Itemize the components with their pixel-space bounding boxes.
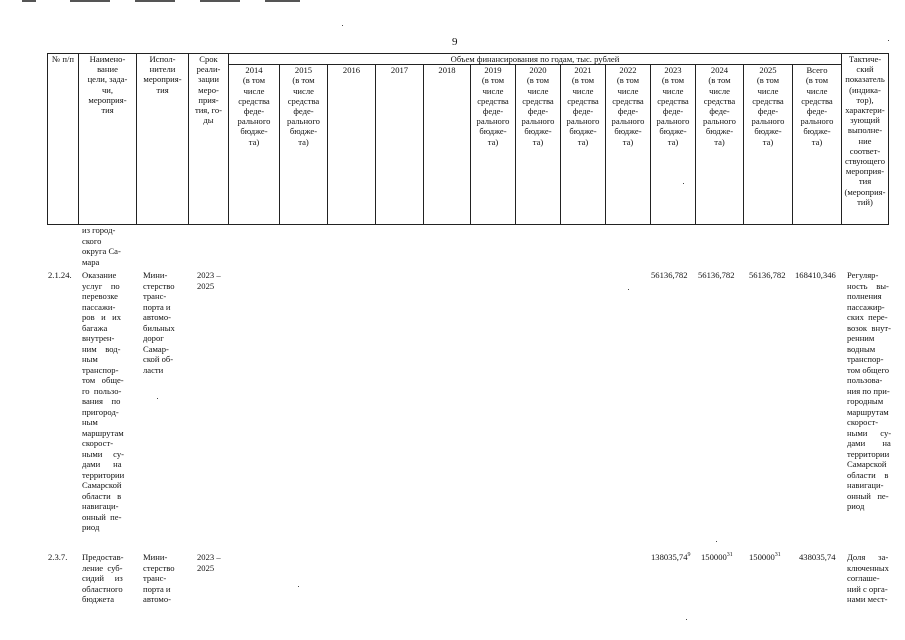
header-year-1 bbox=[280, 65, 328, 225]
row-name: Предостав- ление суб- сидий из областного бюджета bbox=[82, 552, 124, 604]
year-note: (в том числе средства феде- рального бюдже- та) bbox=[476, 75, 510, 147]
header-year-11 bbox=[744, 65, 793, 225]
row-value-2025: 150000$^{31}$ bbox=[749, 552, 781, 562]
year-note: (в том числе средства феде- рального бюдже- та) bbox=[521, 75, 555, 147]
row-value-2023: 56136,782 bbox=[651, 270, 688, 280]
header-year-10 bbox=[696, 65, 744, 225]
row-value-total: 168410,346 bbox=[795, 270, 836, 280]
scan-top-marks bbox=[0, 0, 905, 4]
year-note: (в том числе средства феде- рального бюдже- та) bbox=[703, 75, 736, 147]
row-executors: Мини- стерство транс- порта и автомо- bbox=[143, 552, 175, 604]
row-value-2023: 138035,74$^9$ bbox=[651, 552, 691, 562]
row-value-total: 438035,74 bbox=[799, 552, 836, 562]
row-value-2024: 150000$^{31}$ bbox=[701, 552, 733, 562]
year-label: 2019 bbox=[484, 65, 502, 76]
header-no: № п/п bbox=[48, 54, 79, 225]
row-executors: Мини- стерство транс- порта и автомо- бильных дорог Самар- ской об- ласти bbox=[143, 270, 175, 375]
year-label: 2023 bbox=[664, 65, 682, 76]
row-number: 2.3.7. bbox=[48, 552, 68, 562]
year-label: 2022 bbox=[619, 65, 637, 76]
year-note: (в том числе средства феде- рального бюдже- та) bbox=[611, 75, 645, 147]
header-executors: Испол- нители мероприя- тия bbox=[137, 54, 189, 225]
year-label: 2014 bbox=[245, 65, 263, 76]
financing-table-header bbox=[47, 53, 889, 225]
row-name: Оказание услуг по перевозке пассажи- ров и их багажа внутрен- ним вод- ным транспор- том обще- го пользо- вания по пригород- ным маршрутам скорост- ными су- дами на территории Самарской области в навигаци- онный пе- риод bbox=[82, 270, 125, 532]
row-number: 2.1.24. bbox=[48, 270, 72, 280]
header-year-8 bbox=[606, 65, 651, 225]
row-value-2025: 56136,782 bbox=[749, 270, 786, 280]
year-label: Всего bbox=[806, 65, 828, 76]
header-year-12 bbox=[793, 65, 842, 225]
header-indicator: Тактиче- ский показатель (индика- тор), характери- зующий выполне- ние соответ- ствующего мероприя- тия (мероприя- тий) bbox=[842, 54, 889, 225]
header-year-4 bbox=[424, 65, 471, 225]
year-label: 2024 bbox=[710, 65, 729, 76]
year-note: (в том числе средства феде- рального бюдже- та) bbox=[656, 75, 690, 147]
year-note: (в том числе средства феде- рального бюдже- та) bbox=[566, 75, 600, 147]
header-year-2 bbox=[328, 65, 376, 225]
page-number: 9 bbox=[452, 36, 458, 48]
year-label: 2018 bbox=[438, 65, 456, 76]
header-year-3 bbox=[376, 65, 424, 225]
row-term: 2023 – 2025 bbox=[197, 270, 221, 291]
header-funding-title: Объем финансирования по годам, тыс. рублей bbox=[229, 54, 842, 65]
year-note: (в том числе средства феде- рального бюдже- та) bbox=[751, 75, 785, 147]
header-year-0 bbox=[229, 65, 280, 225]
header-name: Наимено- вание цели, зада- чи, мероприя- тия bbox=[79, 54, 137, 225]
year-note: (в том числе средства феде- рального бюдже- та) bbox=[237, 75, 271, 147]
year-note: (в том числе средства феде- рального бюдже- та) bbox=[287, 75, 320, 147]
header-term: Срок реали- зации меро- прия- тия, го- ды bbox=[189, 54, 229, 225]
year-label: 2015 bbox=[294, 65, 313, 76]
header-year-5 bbox=[471, 65, 516, 225]
row-indicator: Регуляр- ность вы- полнения пассажир- ских пере- возок внут- ренним водным транспор- том общего пользова- ния по при- городным маршрутам скорост- ными су- дами на территории Самарской области в навигаци- онный пе- риод bbox=[847, 270, 892, 511]
header-year-9 bbox=[651, 65, 696, 225]
continuation-text: из город- ского округа Са- мара bbox=[82, 225, 121, 267]
year-note: (в том числе средства феде- рального бюдже- та) bbox=[800, 75, 834, 147]
year-label: 2016 bbox=[342, 65, 361, 76]
row-term: 2023 – 2025 bbox=[197, 552, 221, 573]
header-year-7 bbox=[561, 65, 606, 225]
year-label: 2017 bbox=[390, 65, 409, 76]
row-value-2024: 56136,782 bbox=[698, 270, 735, 280]
year-label: 2025 bbox=[759, 65, 777, 76]
year-label: 2021 bbox=[574, 65, 592, 76]
header-year-6 bbox=[516, 65, 561, 225]
year-label: 2020 bbox=[529, 65, 547, 76]
row-indicator: Доля за- ключенных соглаше- ний с орга- нами мест- bbox=[847, 552, 889, 604]
